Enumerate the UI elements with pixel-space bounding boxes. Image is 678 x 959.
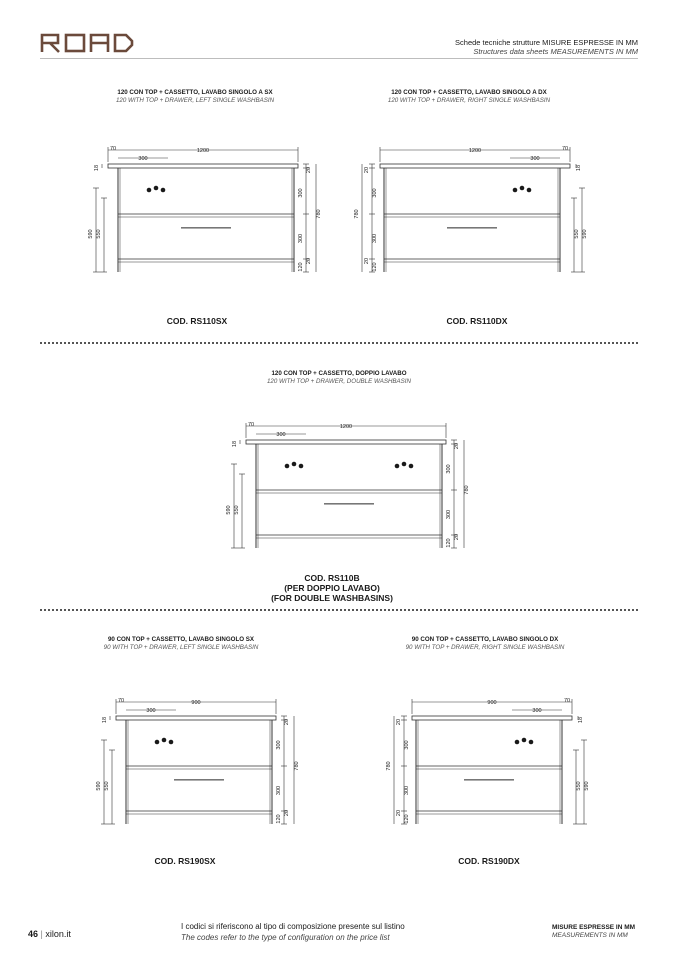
dimension-basin-label: 300 — [138, 156, 148, 162]
tap-hole-icon — [285, 464, 290, 469]
dimension-leg-label: 590 — [96, 781, 102, 791]
tap-hole-icon — [292, 462, 297, 467]
dimension-height-label: 780 — [354, 209, 360, 219]
dimension-lower-label: 300 — [372, 233, 378, 244]
dimension-lower-label: 300 — [446, 509, 452, 520]
dimension-top-label: 18 — [94, 164, 100, 172]
dimension-base-label: 120 — [446, 538, 452, 548]
tap-hole-icon — [299, 464, 304, 469]
countertop — [246, 440, 446, 444]
dimension-base-label: 120 — [298, 262, 304, 272]
caption-rs110dx: 120 CON TOP + CASSETTO, LAVABO SINGOLO A DX 120 WITH TOP + DRAWER, RIGHT SINGLE WASHBASIN — [387, 89, 551, 104]
dimension-inner-label: 550 — [234, 505, 240, 515]
drawing-rs110dx — [354, 144, 590, 284]
tap-hole-icon — [522, 738, 527, 743]
header-titles — [455, 38, 638, 56]
section-divider — [40, 342, 638, 344]
drawing-rs190dx — [386, 696, 592, 836]
dimension-gap-label: 20 — [364, 166, 370, 174]
dimension-basin-label: 300 — [532, 708, 542, 714]
dimension-basin-label: 300 — [530, 156, 540, 162]
dimension-gap-label: 20 — [454, 533, 460, 541]
drawing-rs110b — [226, 420, 470, 560]
dimension-top-label: 18 — [578, 716, 584, 724]
dimension-gap-label: 20 — [364, 257, 370, 265]
dimension-width-label: 900 — [487, 700, 497, 706]
dimension-width-label: 1200 — [196, 148, 210, 154]
dimension-top-label: 18 — [232, 440, 238, 448]
dimension-base-label: 120 — [276, 814, 282, 824]
header-subtitle: Structures data sheets MEASUREMENTS IN MM — [473, 47, 638, 56]
tap-hole-icon — [395, 464, 400, 469]
tap-hole-icon — [154, 186, 159, 191]
dimension-inner-label: 550 — [576, 781, 582, 791]
tap-icon — [515, 738, 534, 745]
dimension-gap-label: 20 — [454, 442, 460, 450]
code-rs190sx: COD. RS190SX — [154, 856, 216, 866]
footer-page: 46 | xilon.it — [28, 929, 71, 939]
tap-icon — [155, 738, 174, 745]
dimension-offset-label: 70 — [247, 422, 255, 428]
caption-rs110b: 120 CON TOP + CASSETTO, DOPPIO LAVABO 120 WITH TOP + DRAWER, DOUBLE WASHBASIN — [266, 370, 411, 385]
dimension-base-label: 120 — [372, 262, 378, 272]
countertop — [116, 716, 276, 720]
drawer-handle — [464, 779, 514, 781]
dimension-upper-label: 300 — [298, 188, 304, 198]
section-divider — [40, 609, 638, 611]
tap-hole-icon — [529, 740, 534, 745]
tap-left-icon — [285, 462, 304, 469]
dimension-offset-label: 70 — [117, 698, 125, 704]
dimension-lower-label: 300 — [298, 233, 304, 244]
dimension-basin-label: 300 — [276, 432, 286, 438]
dimension-gap-label: 20 — [284, 809, 290, 817]
code-rs190dx: COD. RS190DX — [458, 856, 520, 866]
dimension-basin-label: 300 — [146, 708, 156, 714]
dimension-width-label: 1200 — [468, 148, 482, 154]
dimension-leg-label: 590 — [88, 229, 94, 239]
tap-hole-icon — [527, 188, 532, 193]
tap-hole-icon — [409, 464, 414, 469]
dimension-leg-label: 590 — [584, 781, 590, 791]
tap-hole-icon — [155, 740, 160, 745]
dimension-height-label: 780 — [294, 761, 300, 771]
caption-rs110sx: 120 CON TOP + CASSETTO, LAVABO SINGOLO A SX 120 WITH TOP + DRAWER, LEFT SINGLE WASHBASIN — [115, 89, 275, 104]
dimension-height-label: 780 — [386, 761, 392, 771]
header-title: Schede tecniche strutture MISURE ESPRESSE IN MM — [455, 38, 638, 47]
dimension-width-label: 1200 — [339, 424, 353, 430]
dimension-gap-label: 20 — [284, 718, 290, 726]
dimension-upper-label: 300 — [404, 740, 410, 750]
drawer-handle — [447, 227, 497, 229]
dimension-lower-label: 300 — [276, 785, 282, 796]
dimension-upper-label: 300 — [446, 464, 452, 474]
dimension-upper-label: 300 — [372, 188, 378, 198]
dimension-offset-label: 70 — [109, 146, 117, 152]
dimension-width-label: 900 — [191, 700, 201, 706]
dimension-inner-label: 550 — [96, 229, 102, 239]
dimension-leg-label: 590 — [226, 505, 232, 515]
dimension-upper-label: 300 — [276, 740, 282, 750]
tap-icon — [513, 186, 532, 193]
tap-hole-icon — [161, 188, 166, 193]
countertop — [412, 716, 572, 720]
drawer-handle — [181, 227, 231, 229]
caption-rs190sx: 90 CON TOP + CASSETTO, LAVABO SINGOLO SX 90 WITH TOP + DRAWER, LEFT SINGLE WASHBASIN — [103, 636, 259, 651]
dimension-offset-label: 70 — [561, 146, 569, 152]
site-link[interactable]: xilon.it — [45, 929, 71, 939]
dimension-height-label: 780 — [464, 485, 470, 495]
dimension-top-label: 18 — [576, 164, 582, 172]
brand-logo — [40, 33, 134, 53]
tap-hole-icon — [162, 738, 167, 743]
countertop — [108, 164, 298, 168]
dimension-gap-label: 20 — [396, 718, 402, 726]
header-rule — [40, 58, 638, 59]
dimension-base-label: 120 — [404, 814, 410, 824]
dimension-inner-label: 550 — [104, 781, 110, 791]
drawing-rs190sx — [96, 696, 300, 836]
tap-hole-icon — [169, 740, 174, 745]
code-rs110dx: COD. RS110DX — [446, 316, 508, 326]
dimension-offset-label: 70 — [563, 698, 571, 704]
dimension-gap-label: 20 — [306, 257, 312, 265]
dimension-top-label: 18 — [102, 716, 108, 724]
drawing-rs110sx — [88, 144, 322, 284]
tap-hole-icon — [147, 188, 152, 193]
caption-rs190dx: 90 CON TOP + CASSETTO, LAVABO SINGOLO DX 90 WITH TOP + DRAWER, RIGHT SINGLE WASHBASIN — [405, 636, 565, 651]
tap-hole-icon — [520, 186, 525, 191]
footer-units: MISURE ESPRESSE IN MM MEASUREMENTS IN MM — [552, 924, 636, 939]
dimension-lower-label: 300 — [404, 785, 410, 796]
tap-right-icon — [395, 462, 414, 469]
drawer-handle — [324, 503, 374, 505]
page-number: 46 — [28, 929, 39, 939]
dimension-height-label: 780 — [316, 209, 322, 219]
dimension-inner-label: 550 — [574, 229, 580, 239]
dimension-leg-label: 590 — [582, 229, 588, 239]
tap-hole-icon — [402, 462, 407, 467]
dimension-gap-label: 20 — [306, 166, 312, 174]
footer-note: I codici si riferiscono al tipo di composizione presente sul listino The codes refer to the type of configuration on the price list — [181, 922, 405, 942]
countertop — [380, 164, 570, 168]
tap-hole-icon — [515, 740, 520, 745]
code-rs110sx: COD. RS110SX — [166, 316, 228, 326]
tap-icon — [147, 186, 166, 193]
tap-hole-icon — [513, 188, 518, 193]
dimension-gap-label: 20 — [396, 809, 402, 817]
code-rs110b: COD. RS110B (PER DOPPIO LAVABO) (FOR DOUBLE WASHBASINS) — [271, 573, 393, 603]
drawer-handle — [174, 779, 224, 781]
